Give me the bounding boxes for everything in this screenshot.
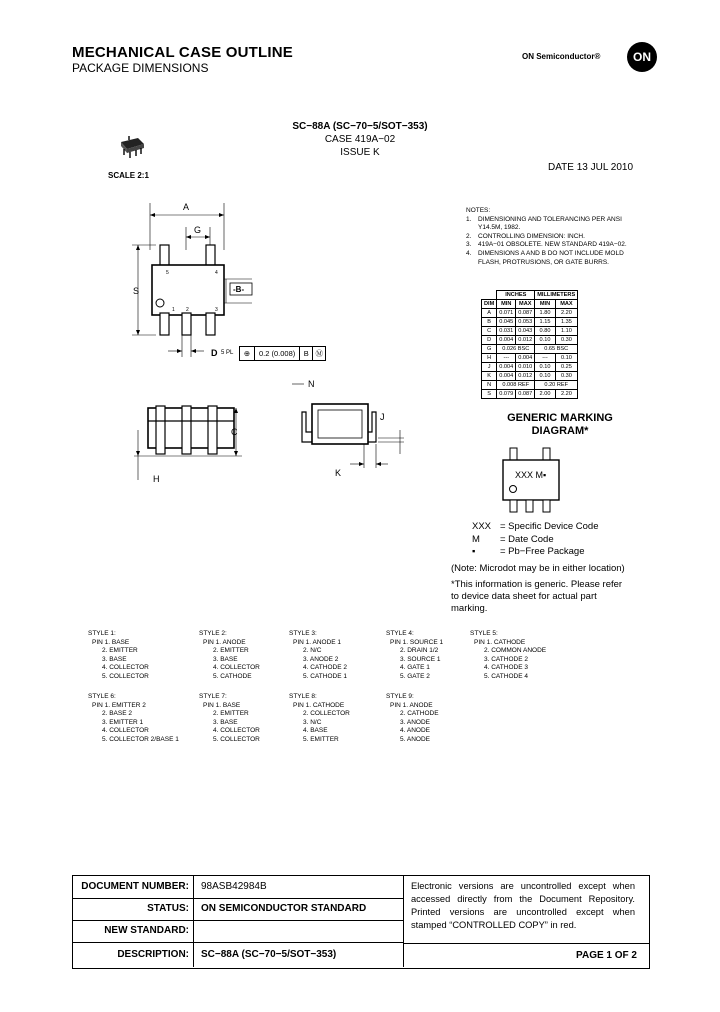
legend-text: = Specific Device Code	[500, 521, 599, 532]
style-pin: 3. BASE	[213, 718, 238, 726]
table-row	[482, 336, 578, 345]
style-pin: 4. COLLECTOR	[213, 727, 260, 735]
document-info-block	[72, 875, 650, 969]
style-name: STYLE 3:	[289, 630, 317, 637]
style-pin: 3. BASE	[102, 655, 127, 663]
table-cell: 0.10	[535, 363, 555, 372]
table-cell: 0.30	[555, 336, 577, 345]
tolerance-frame	[239, 346, 326, 361]
uncontrolled-copy-note: Electronic versions are uncontrolled except when accessed directly from the Document Repository. Printed versions are uncontrolled except when stamped “CONTROLLED COPY” in red.	[411, 881, 635, 930]
table-cell: K	[482, 372, 497, 381]
status-value: ON SEMICONDUCTOR STANDARD	[201, 903, 367, 914]
table-corner	[482, 291, 497, 300]
side-view-drawing	[284, 376, 414, 486]
dim-label-c: C	[231, 427, 238, 437]
style-pin: 2. DRAIN 1/2	[400, 647, 439, 655]
table-cell: 0.004	[497, 363, 516, 372]
marking-diagram	[495, 444, 575, 514]
table-cell: H	[482, 354, 497, 363]
notes-header: NOTES:	[466, 207, 491, 214]
style-pin: 2. BASE 2	[102, 710, 132, 718]
table-row	[482, 381, 578, 390]
notes-block	[466, 207, 636, 267]
style-name: STYLE 2:	[199, 630, 227, 637]
legend-text: = Pb−Free Package	[500, 546, 585, 558]
package-name: SC−88A (SC−70−5/SOT−353)	[292, 121, 428, 132]
inches-header: INCHES	[497, 291, 535, 300]
table-row	[482, 327, 578, 336]
style-pin: 5. COLLECTOR	[102, 672, 149, 680]
footer-divider	[403, 876, 404, 943]
dim-label-n: N	[308, 379, 315, 389]
dim-label-j: J	[380, 412, 385, 422]
description-value: SC−88A (SC−70−5/SOT−353)	[201, 949, 337, 960]
style-pin: 5. ANODE	[400, 735, 430, 743]
style-pin: 2. CATHODE	[400, 710, 439, 718]
case-number: CASE 419A−02	[324, 134, 396, 145]
style-pin: 4. COLLECTOR	[102, 727, 149, 735]
description-label: DESCRIPTION:	[73, 943, 194, 967]
column-header: MIN	[535, 300, 555, 309]
scale-label: SCALE 2:1	[108, 171, 149, 180]
pin-label-1: 1	[172, 307, 175, 313]
table-cell: 0.071	[497, 309, 516, 318]
table-cell: 0.012	[516, 336, 535, 345]
generic-info-note: *This information is generic. Please refer to device data sheet for actual part marking.	[451, 579, 623, 614]
style-pin: 3. N/C	[303, 718, 322, 726]
new-standard-label: NEW STANDARD:	[73, 920, 194, 942]
column-header: MIN	[497, 300, 516, 309]
style-pin: 2. COLLECTOR	[303, 710, 350, 718]
style-pin: PIN 1. EMITTER 2	[92, 701, 146, 709]
note-text: 419A−01 OBSOLETE. NEW STANDARD 419A−02.	[478, 241, 627, 249]
style-block	[199, 693, 260, 745]
style-pin: 5. COLLECTOR 2/BASE 1	[102, 735, 179, 743]
style-pin: 4. COLLECTOR	[102, 664, 149, 672]
table-cell: 0.053	[516, 318, 535, 327]
table-cell: S	[482, 390, 497, 399]
page-title: MECHANICAL CASE OUTLINE	[72, 44, 293, 61]
table-cell: 0.80	[535, 327, 555, 336]
style-pin: 3. CATHODE 2	[484, 655, 528, 663]
status-label: STATUS:	[73, 898, 194, 920]
legend-key: ▪	[472, 546, 476, 558]
style-name: STYLE 7:	[199, 693, 227, 700]
style-name: STYLE 1:	[88, 630, 116, 637]
table-cell: 0.087	[516, 390, 535, 399]
style-pin: 2. N/C	[303, 647, 322, 655]
table-cell: 0.079	[497, 390, 516, 399]
style-block	[386, 630, 443, 682]
table-row	[482, 354, 578, 363]
table-cell: 0.10	[535, 336, 555, 345]
style-pin: 2. COMMON ANODE	[484, 647, 547, 655]
table-cell: J	[482, 363, 497, 372]
style-pin: 3. EMITTER 1	[102, 718, 144, 726]
style-pin: PIN 1. BASE	[203, 701, 241, 709]
style-block	[386, 693, 439, 745]
style-pin: 3. ANODE	[400, 718, 430, 726]
dim-label-s: S	[133, 286, 140, 296]
legend-text: = Date Code	[500, 533, 554, 545]
table-cell: 1.15	[535, 318, 555, 327]
style-pin: 4. CATHODE 3	[484, 664, 528, 672]
table-cell: 0.026 BSC	[497, 345, 535, 354]
note-number: 3.	[466, 241, 472, 249]
style-name: STYLE 6:	[88, 693, 116, 700]
datum-b-label: -B-	[233, 285, 245, 294]
table-cell: 2.00	[535, 390, 555, 399]
style-pin: 5. GATE 2	[400, 672, 430, 680]
style-block	[289, 693, 350, 745]
package-icon	[116, 134, 146, 160]
tolerance-value: 0.2 (0.008)	[255, 347, 300, 360]
table-cell: 0.004	[497, 336, 516, 345]
table-cell: 0.045	[497, 318, 516, 327]
table-cell: 0.012	[516, 372, 535, 381]
style-pin: 4. GATE 1	[400, 664, 430, 672]
style-name: STYLE 8:	[289, 693, 317, 700]
style-pin: 5. CATHODE	[213, 672, 252, 680]
style-pin: PIN 1. ANODE 1	[293, 638, 342, 646]
style-block	[199, 630, 260, 682]
table-cell: 1.35	[555, 318, 577, 327]
style-name: STYLE 5:	[470, 630, 498, 637]
doc-number-label: DOCUMENT NUMBER:	[73, 876, 194, 898]
table-cell: 0.008 REF	[497, 381, 535, 390]
style-pin: 5. CATHODE 4	[484, 672, 528, 680]
style-pin: PIN 1. SOURCE 1	[390, 638, 444, 646]
style-pin: PIN 1. ANODE	[203, 638, 246, 646]
marking-title-line1: GENERIC MARKING	[507, 412, 613, 424]
table-cell: C	[482, 327, 497, 336]
five-places-label: 5 PL	[221, 350, 234, 356]
table-row	[482, 363, 578, 372]
table-row	[482, 309, 578, 318]
style-pin: 4. CATHODE 2	[303, 664, 347, 672]
top-view-drawing	[120, 195, 280, 365]
dim-label-h: H	[153, 474, 160, 484]
page-number: PAGE 1 OF 2	[403, 943, 649, 967]
table-cell: 0.65 BSC	[535, 345, 578, 354]
table-cell: B	[482, 318, 497, 327]
style-pin: 5. CATHODE 1	[303, 672, 347, 680]
table-cell: 0.031	[497, 327, 516, 336]
table-cell: 1.10	[555, 327, 577, 336]
dimension-table	[481, 290, 578, 399]
millimeters-header: MILLIMETERS	[535, 291, 578, 300]
table-cell: 0.087	[516, 309, 535, 318]
table-row	[482, 318, 578, 327]
table-cell: G	[482, 345, 497, 354]
description-row	[73, 943, 403, 965]
table-cell: A	[482, 309, 497, 318]
dim-label-d: D	[211, 348, 218, 358]
note-number: 2.	[466, 232, 472, 240]
marking-title	[470, 412, 650, 438]
table-cell: 0.043	[516, 327, 535, 336]
column-header: DIM	[482, 300, 497, 309]
dim-label-k: K	[335, 468, 342, 478]
style-pin: 3. ANODE 2	[303, 655, 339, 663]
on-logo: ON	[627, 42, 657, 72]
table-row	[482, 390, 578, 399]
pin-label-4: 4	[215, 270, 218, 276]
note-text: CONTROLLING DIMENSION: INCH.	[478, 232, 585, 240]
style-block	[289, 630, 347, 682]
pin-label-2: 2	[186, 307, 189, 313]
page-subtitle: PACKAGE DIMENSIONS	[72, 61, 209, 75]
style-pin: PIN 1. ANODE	[390, 701, 433, 709]
table-cell: ---	[535, 354, 555, 363]
style-pin: PIN 1. CATHODE	[293, 701, 345, 709]
new-standard-row	[73, 920, 403, 943]
style-block	[88, 630, 149, 682]
microdot-note: (Note: Microdot may be in either location)	[451, 563, 625, 574]
table-cell: 0.25	[555, 363, 577, 372]
table-cell: 0.004	[516, 354, 535, 363]
position-icon: ⊕	[240, 347, 255, 360]
legend-key: XXX	[472, 521, 492, 532]
note-text: DIMENSIONING AND TOLERANCING PER ANSI Y14.5M, 1982.	[478, 215, 622, 232]
style-pin: 4. BASE	[303, 727, 328, 735]
issue-label: ISSUE K	[340, 147, 380, 158]
doc-number-value: 98ASB42984B	[201, 881, 267, 892]
style-pin: PIN 1. CATHODE	[474, 638, 526, 646]
style-block	[470, 630, 546, 682]
mmc-icon: Ⓜ	[315, 349, 324, 358]
doc-number-row	[73, 876, 403, 899]
table-cell: 2.20	[555, 309, 577, 318]
pin-label-5: 5	[166, 270, 169, 276]
pin-label-3: 3	[215, 307, 218, 313]
dim-label-g: G	[194, 225, 202, 235]
table-cell: 0.10	[535, 372, 555, 381]
table-cell: 0.20 REF	[535, 381, 578, 390]
document-date: DATE 13 JUL 2010	[548, 162, 634, 173]
table-cell: 2.20	[555, 390, 577, 399]
brand-name: ON Semiconductor®	[522, 52, 601, 61]
front-view-drawing	[126, 400, 256, 490]
style-pin: 2. EMITTER	[102, 647, 138, 655]
column-header: MAX	[516, 300, 535, 309]
note-number: 1.	[466, 215, 472, 223]
marking-legend	[472, 521, 598, 559]
style-block	[88, 693, 179, 745]
style-pin: 3. SOURCE 1	[400, 655, 441, 663]
dim-label-a: A	[183, 202, 190, 212]
table-cell: D	[482, 336, 497, 345]
legend-key: M	[472, 533, 480, 545]
style-pin: 3. BASE	[213, 655, 238, 663]
note-text: DIMENSIONS A AND B DO NOT INCLUDE MOLD FLASH, PROTRUSIONS, OR GATE BURRS.	[478, 249, 624, 266]
style-pin: 4. ANODE	[400, 727, 430, 735]
table-cell: ---	[497, 354, 516, 363]
style-pin: 2. EMITTER	[213, 710, 249, 718]
table-cell: 0.010	[516, 363, 535, 372]
table-row	[482, 372, 578, 381]
table-cell: 1.80	[535, 309, 555, 318]
status-row	[73, 898, 403, 921]
table-row	[482, 345, 578, 354]
table-cell: 0.004	[497, 372, 516, 381]
column-header: MAX	[555, 300, 577, 309]
tolerance-datum: B	[300, 347, 313, 360]
note-number: 4.	[466, 249, 472, 257]
marking-title-line2: DIAGRAM*	[531, 425, 589, 437]
marking-code: XXX M▪	[515, 470, 547, 480]
style-pin: 4. COLLECTOR	[213, 664, 260, 672]
table-cell: 0.30	[555, 372, 577, 381]
style-pin: PIN 1. BASE	[92, 638, 130, 646]
style-pin: 2. EMITTER	[213, 647, 249, 655]
table-cell: 0.10	[555, 354, 577, 363]
style-pin: 5. COLLECTOR	[213, 735, 260, 743]
table-cell: N	[482, 381, 497, 390]
style-name: STYLE 4:	[386, 630, 414, 637]
style-name: STYLE 9:	[386, 693, 414, 700]
style-pin: 5. EMITTER	[303, 735, 339, 743]
